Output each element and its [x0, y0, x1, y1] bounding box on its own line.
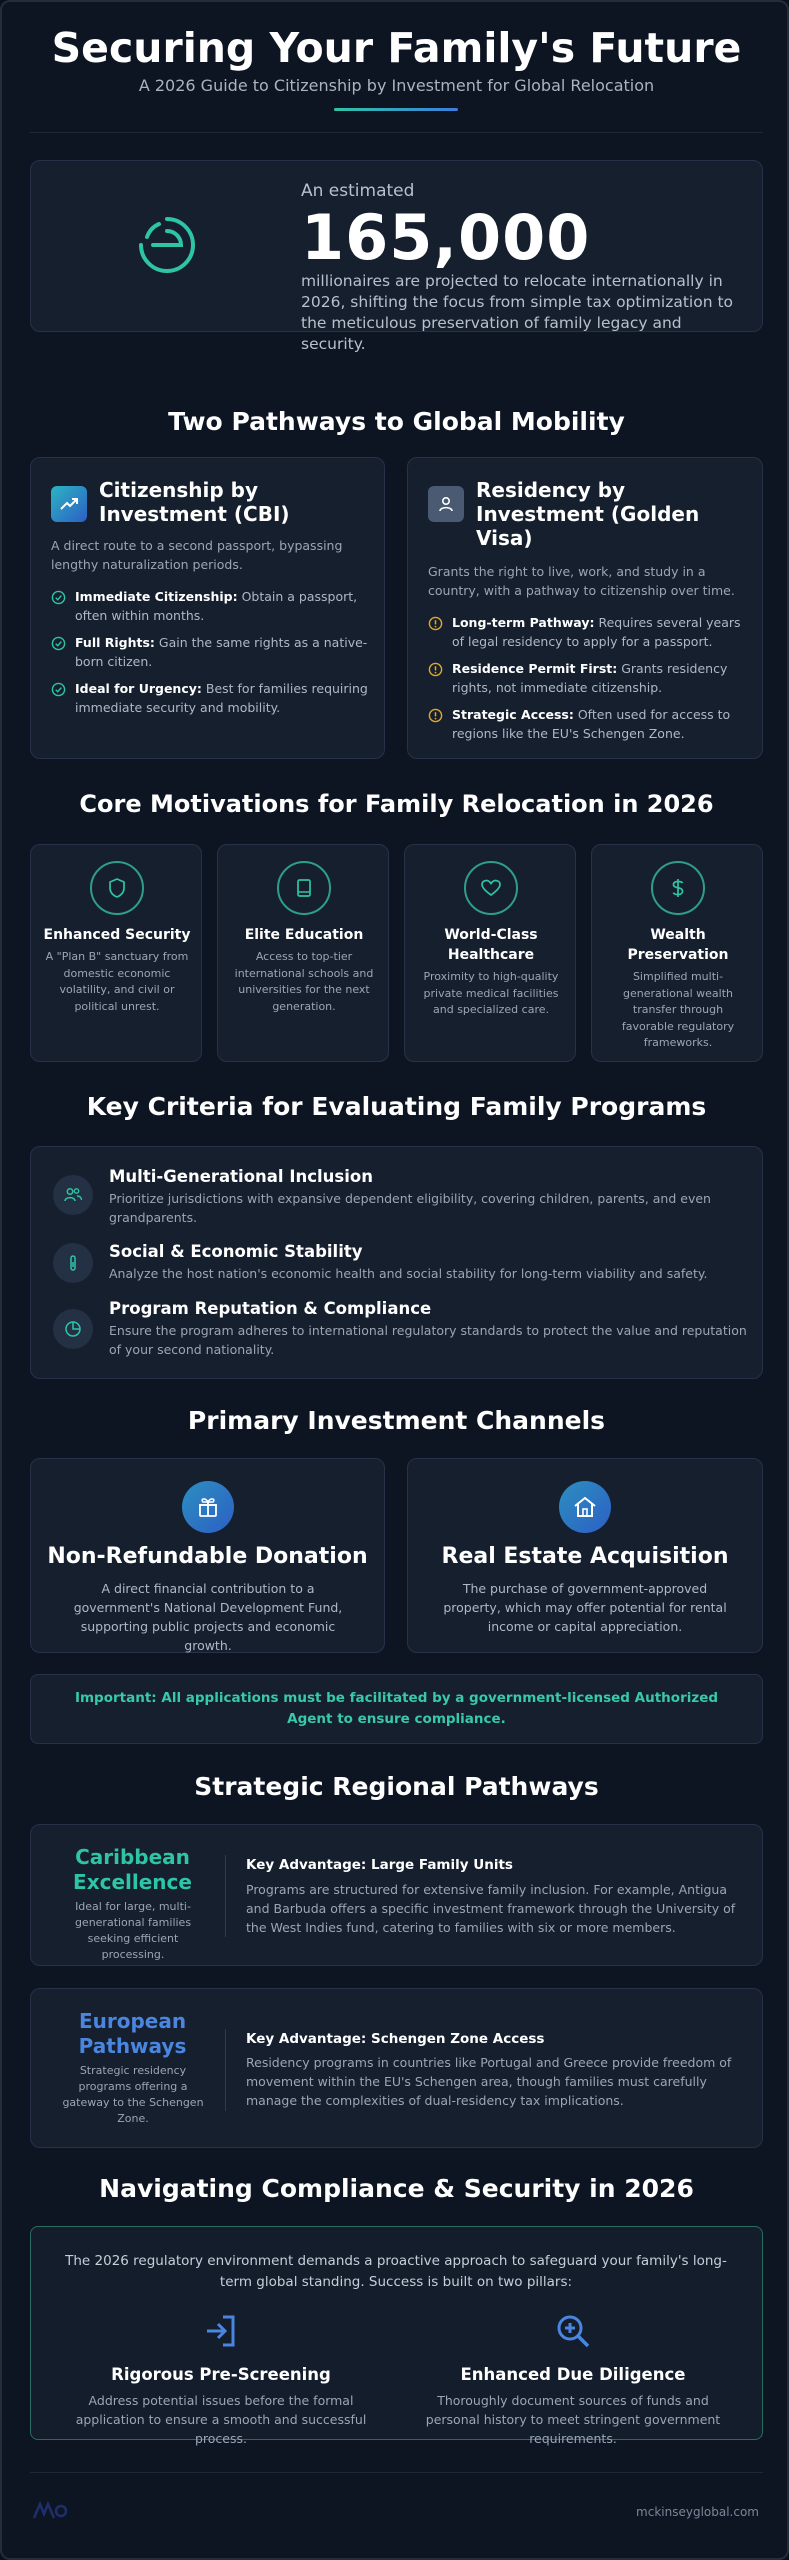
authorized-agent-notice: Important: All applications must be facilitated by a government-licensed Authorized Agent to ensure compliance.	[30, 1674, 763, 1744]
motivation-card	[30, 844, 202, 1062]
region-subtitle: Ideal for large, multi-generational families seeking efficient processing.	[74, 1900, 192, 1961]
footer-divider	[30, 2472, 763, 2473]
check-circle-icon	[51, 636, 66, 651]
pillar-description: Thoroughly document sources of funds and personal history to meet stringent government requirements.	[425, 2393, 721, 2446]
motivation-description: Access to top-tier international schools and universities for the next generation.	[234, 950, 374, 1013]
dollar-icon	[651, 861, 705, 915]
pathway-description: A direct route to a second passport, bypassing lengthy naturalization periods.	[51, 538, 343, 572]
channel-title: Non-Refundable Donation	[47, 1544, 368, 1569]
trending-up-icon	[51, 486, 87, 522]
compliance-intro: The 2026 regulatory environment demands a proactive approach to safeguard your family's long-term global standing. Success is built on two pillars:	[65, 2253, 727, 2290]
pathway-description: Grants the right to live, work, and study in a country, with a pathway to citizenship over time.	[428, 564, 735, 598]
gift-icon	[182, 1481, 234, 1533]
list-item: Residence Permit First: Grants residency rights, not immediate citizenship.	[428, 660, 748, 697]
criteria-title: Key Criteria for Evaluating Family Programs	[86, 1092, 707, 1121]
title-accent-bar	[334, 108, 458, 111]
pathway-card-golden-visa	[407, 457, 763, 759]
channel-card-real-estate	[407, 1458, 763, 1653]
pillar-description: Address potential issues before the formal application to ensure a smooth and successful process.	[75, 2393, 367, 2446]
motivation-description: Proximity to high-quality private medical facilities and specialized care.	[423, 970, 559, 1016]
motivation-title: Enhanced Security	[43, 927, 191, 943]
criteria-item-title: Multi-Generational Inclusion	[109, 1167, 373, 1186]
region-name: Caribbean Excellence	[73, 1845, 192, 1894]
region-subtitle: Strategic residency programs offering a gateway to the Schengen Zone.	[62, 2064, 204, 2125]
thermometer-icon	[53, 1243, 93, 1283]
region-card-europe	[30, 1988, 763, 2148]
motivations-title: Core Motivations for Family Relocation in 2026	[79, 790, 714, 818]
region-description: Residency programs in countries like Portugal and Greece provide freedom of movement within the EU's Schengen area, though families must carefully manage the complexities of dual-residency tax implications.	[246, 2055, 732, 2108]
pillar-title: Rigorous Pre-Screening	[111, 2365, 331, 2384]
channel-description: A direct financial contribution to a government's National Development Fund, supporting public projects and economic growth.	[73, 1581, 343, 1653]
region-card-caribbean	[30, 1824, 763, 1966]
check-circle-icon	[51, 682, 66, 697]
region-divider	[225, 2029, 226, 2111]
alert-circle-icon	[428, 662, 443, 677]
motivation-card	[217, 844, 389, 1062]
pathways-title: Two Pathways to Global Mobility	[168, 407, 625, 436]
pathway-title: Citizenship by Investment (CBI)	[99, 478, 290, 526]
pathway-card-cbi	[30, 457, 385, 759]
pathway-benefit-list	[51, 588, 371, 726]
regions-title: Strategic Regional Pathways	[194, 1772, 599, 1801]
channel-description: The purchase of government-approved property, which may offer potential for rental income or capital appreciation.	[443, 1581, 727, 1634]
motivation-card	[591, 844, 763, 1062]
criteria-item-description: Prioritize jurisdictions with expansive dependent eligibility, covering children, parents, and even grandparents.	[109, 1191, 711, 1225]
channel-card-donation	[30, 1458, 385, 1653]
page-title: Securing Your Family's Future	[51, 24, 742, 72]
page-subtitle: A 2026 Guide to Citizenship by Investment for Global Relocation	[138, 76, 655, 95]
pie-chart-icon	[53, 1309, 93, 1349]
zoom-in-icon	[553, 2311, 593, 2351]
header-divider	[30, 132, 763, 133]
stat-value: 165,000	[301, 201, 591, 274]
region-heading: Key Advantage: Large Family Units	[246, 1857, 513, 1873]
criteria-item-description: Analyze the host nation's economic health and social stability for long-term viability and safety.	[109, 1266, 708, 1281]
compliance-card	[30, 2226, 763, 2446]
region-heading: Key Advantage: Schengen Zone Access	[246, 2031, 545, 2047]
stat-description: millionaires are projected to relocate internationally in 2026, shifting the focus from simple tax optimization to the meticulous preservation of family legacy and security.	[301, 272, 734, 353]
motivation-title: Wealth Preservation	[627, 927, 729, 963]
motivation-description: A "Plan B" sanctuary from domestic economic volatility, and civil or political unrest.	[45, 950, 189, 1013]
users-icon	[53, 1175, 93, 1215]
channel-title: Real Estate Acquisition	[441, 1544, 729, 1569]
criteria-item-description: Ensure the program adheres to international regulatory standards to protect the value and reputation of your second nationality.	[109, 1323, 747, 1357]
list-item: Full Rights: Gain the same rights as a native-born citizen.	[51, 634, 371, 671]
region-description: Programs are structured for extensive family inclusion. For example, Antigua and Barbuda offers a specific investment framework through the University of the West Indies fund, catering to families with six or more members.	[246, 1882, 736, 1935]
list-item: Strategic Access: Often used for access to regions like the EU's Schengen Zone.	[428, 706, 748, 743]
check-circle-icon	[51, 590, 66, 605]
criteria-card	[30, 1146, 763, 1379]
pathway-benefit-list	[428, 614, 748, 752]
list-item: Long-term Pathway: Requires several years of legal residency to apply for a passport.	[428, 614, 748, 651]
pathway-title: Residency by Investment (Golden Visa)	[476, 478, 700, 550]
book-icon	[277, 861, 331, 915]
criteria-item-title: Social & Economic Stability	[109, 1242, 363, 1261]
compliance-title: Navigating Compliance & Security in 2026	[99, 2174, 694, 2203]
heart-icon	[464, 861, 518, 915]
region-divider	[225, 1855, 226, 1937]
motivation-card	[404, 844, 576, 1062]
region-name: European Pathways	[78, 2009, 187, 2058]
alert-circle-icon	[428, 708, 443, 723]
footer-source: mckinseyglobal.com	[636, 2505, 759, 2519]
channels-title: Primary Investment Channels	[187, 1406, 606, 1435]
home-icon	[559, 1481, 611, 1533]
shield-icon	[90, 861, 144, 915]
list-item: Immediate Citizenship: Obtain a passport, often within months.	[51, 588, 371, 625]
criteria-item-title: Program Reputation & Compliance	[109, 1299, 432, 1318]
list-item: Ideal for Urgency: Best for families requiring immediate security and mobility.	[51, 680, 371, 717]
sign-in-icon	[201, 2311, 241, 2351]
alert-circle-icon	[428, 616, 443, 631]
circular-chart-logo-icon	[137, 215, 197, 275]
brand-logo-icon	[32, 2500, 68, 2522]
stat-label: An estimated	[301, 181, 415, 201]
stat-card	[30, 160, 763, 353]
user-icon	[428, 486, 464, 522]
motivation-title: Elite Education	[244, 927, 364, 943]
motivation-title: World-Class Healthcare	[444, 927, 538, 963]
motivation-description: Simplified multi-generational wealth transfer through favorable regulatory frameworks.	[621, 970, 735, 1049]
pillar-title: Enhanced Due Diligence	[460, 2365, 686, 2384]
